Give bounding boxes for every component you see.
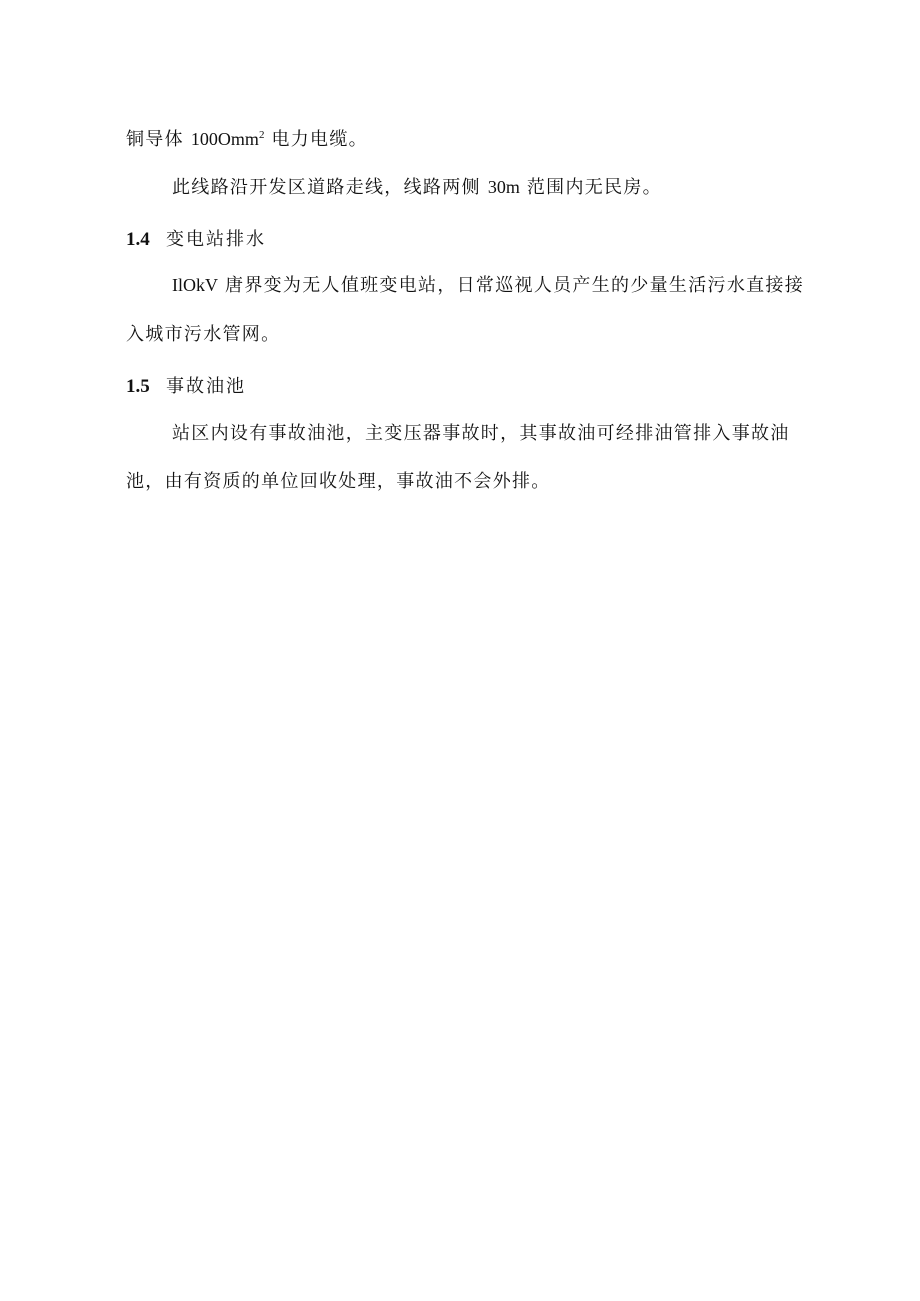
text-run: 池，由有资质的单位回收处理，事故油不会外排。 xyxy=(126,471,551,492)
paragraph-line xyxy=(126,469,551,495)
text-run: 30m xyxy=(487,177,520,197)
text-run: 站区内设有事故油池，主变压器事故时，其事故油可经排油管排入事故油 xyxy=(172,423,790,444)
section-title: 变电站排水 xyxy=(166,229,266,250)
section-heading-1-4 xyxy=(126,227,266,253)
text-run: 铜导体 xyxy=(126,129,191,150)
paragraph-line xyxy=(172,421,790,447)
section-heading-1-5 xyxy=(126,374,246,400)
text-run: 100Omm xyxy=(190,129,259,149)
text-run: 范围内无民房。 xyxy=(519,177,662,198)
section-number: 1.4 xyxy=(126,229,150,250)
paragraph-line xyxy=(172,174,662,201)
text-run: 此线路沿开发区道路走线，线路两侧 xyxy=(172,177,488,198)
text-run: IlOkV xyxy=(172,275,218,295)
text-run: 唐界变为无人值班变电站，日常巡视人员产生的少量生活污水直接接 xyxy=(218,275,805,296)
text-run: 入城市污水管网。 xyxy=(126,324,281,345)
text-run: 电力电缆。 xyxy=(264,129,368,150)
paragraph-line xyxy=(126,126,368,153)
paragraph-line xyxy=(126,322,280,348)
section-title: 事故油池 xyxy=(166,376,246,397)
superscript: 2 xyxy=(258,129,265,141)
section-number: 1.5 xyxy=(126,376,150,397)
paragraph-line xyxy=(172,272,804,299)
